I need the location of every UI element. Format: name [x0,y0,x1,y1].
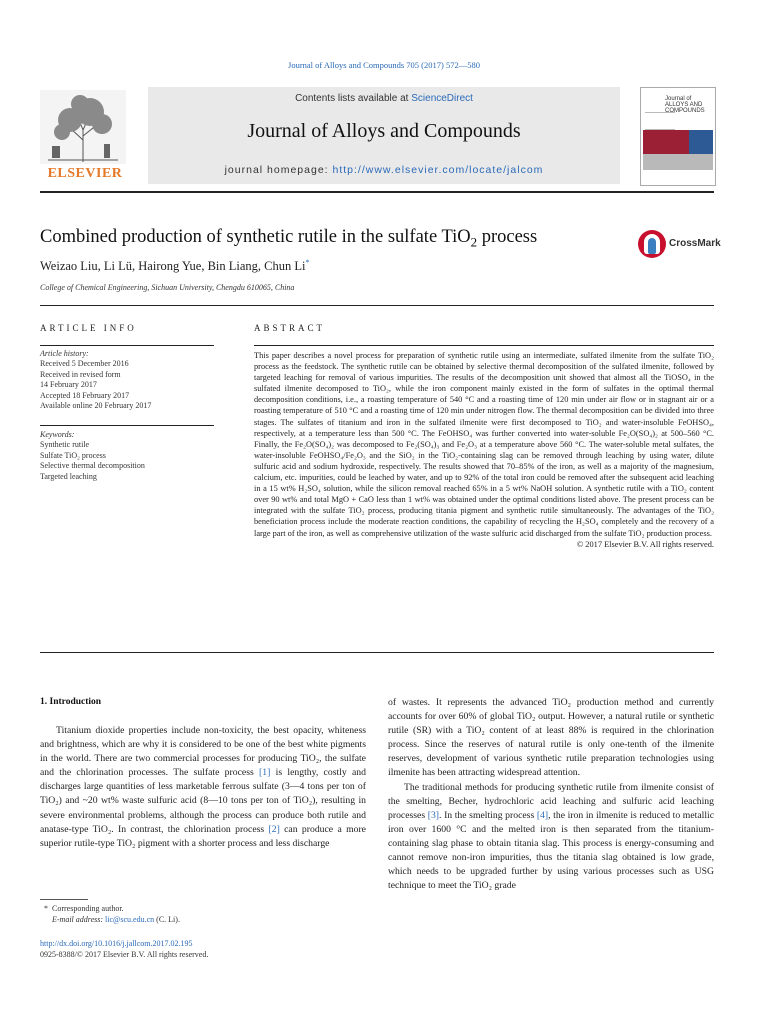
abstract-heading: ABSTRACT [254,323,326,333]
crossmark-icon [638,230,666,258]
keyword-item[interactable]: Targeted leaching [40,471,97,481]
intro-left-column [40,724,366,851]
history-item: Accepted 18 February 2017 [40,390,130,400]
keyword-item[interactable]: Synthetic rutile [40,440,90,450]
abstract-copyright: © 2017 Elsevier B.V. All rights reserved. [576,539,714,549]
paper-title: Combined production of synthetic rutile in the sulfate TiO$_2$ process [40,227,538,250]
keywords-label: Keywords: [40,430,75,439]
author-list: Weizao Liu, Li Lü, Hairong Yue, Bin Liang, Chun Li* [40,257,310,273]
keywords [40,430,214,482]
contents-available: Contents lists available at ScienceDirect [295,93,473,104]
article-footer [40,938,208,960]
title-rule [40,305,714,306]
abstract-text: This paper describes a novel process for preparation of synthetic rutile using an intermediate, sulfated ilmenite from the sulfate TiO₂ process as the feedstock. The synthetic rutile can be obtained by selective thermal decomposition of the sulfated ilmenite, followed by targeted leaching for removal of various impurities. The results of the decomposition unit showed that almost all the TiOSO₄ in the sulfated ilmenite decomposed to TiO₂, while the iron component mainly existed in the form of sulfates in the optimal thermal decomposition conditions, i.e., a roasting temperature of 540 °C and a roasting time of 120 min under air flow or in stagnant air or a roasting temperature of 510 °C and a roasting time of 120 min under nitrogen flow. The thermal decomposition can be divided into three stages. The sulfates of titanium and iron in the sulfated ilmenite were first decomposed to TiO₂ and water-insoluble FeOHSO₄, respectively, at a temperature less than 500 °C. The FeOHSO₄ was further converted into water-soluble Fe₂O(SO₄)₂ at 500–560 °C. Finally, the Fe₂O(SO₄)₂ was decomposed to Fe₂(SO₄)₃ and Fe₂O₃ at a temperature above 560 °C. The water-soluble metal sulfates, the water-insoluble FeOHSO₄/Fe₂O₃ and the SiO₂ in the TiO₂-containing slag can be removed through leaching by using water, dilute sulfuric acid and sodium hydroxide, respectively. The results showed that 70–85% of the iron, as well as a majority of the magnesium, calcium, etc. impurities, could be leached by water, and up to 92% of the total iron could be removed after the subsequent acid leaching in a 15 wt% H₂SO₄ solution, while the silicon removal reached 65% in a 5 wt% NaOH solution. A synthetic rutile with a TiO₂ content over 90 wt% and total MgO + CaO less than 1 wt% was obtained under the optimal conditions listed above. The present process can be integrated with the sulfate TiO₂ process, producing titania pigment and synthetic rutile simultaneously. The advantages of the TiO₂ beneficiation process include the moderate reaction conditions, the capability of recycling the H₂SO₄ completely and the recovery of a large part of the iron, as well as comprehensive utilization of the waste sulfuric acid discharged from the sulfate TiO₂ production process. [254,351,714,538]
footnote-corresponding: * Corresponding author. [44,904,124,913]
footnote-email: E-mail address: lic@scu.edu.cn (C. Li). [52,915,180,924]
citation-link[interactable]: [1] [259,767,271,779]
citation-link[interactable]: [2] [268,823,280,835]
issn-copyright: 0925-8388/© 2017 Elsevier B.V. All rights reserved. [40,950,209,959]
keyword-item[interactable]: Sulfate TiO₂ process [40,450,106,460]
article-info-rule-top [40,345,214,346]
history-item: 14 February 2017 [40,380,97,390]
history-label: Article history: [40,349,89,358]
history-item: Received 5 December 2016 [40,359,129,369]
abstract-rule [254,345,714,346]
keyword-item[interactable]: Selective thermal decomposition [40,461,145,471]
section-heading-introduction: 1. Introduction [40,697,102,707]
email-link[interactable]: lic@scu.edu.cn [105,915,155,924]
header-rule [40,191,714,193]
history-item: Received in revised form [40,369,121,379]
doi-link[interactable]: http://dx.doi.org/10.1016/j.jallcom.2017.02.195 [40,939,193,948]
corresponding-author-mark[interactable]: * [305,257,310,267]
intro-paragraph: of wastes. It represents the advanced TiO₂ production method and currently accounts for over 60% of global TiO₂ output. However, a natural rutile or synthetic rutile (SR) with a TiO₂ content of at least 88% is required in the chlorination process. Since the reserves of natural rutile is only one-tenth of the ilmenite reserves, development of various synthetic rutile preparation technologies using ilmenite has been attracting widespread attention. [388,697,714,779]
article-info-heading: ARTICLE INFO [40,323,137,333]
homepage-link[interactable]: http://www.elsevier.com/locate/jalcom [332,164,544,176]
cover-blue-block [689,130,713,154]
footnote [40,903,370,925]
affiliation: College of Chemical Engineering, Sichuan University, Chengdu 610065, China [40,283,295,292]
article-history [40,349,214,411]
crossmark-label: CrossMark [669,238,721,249]
journal-cover-thumbnail[interactable] [640,87,716,186]
journal-homepage: journal homepage: http://www.elsevier.com/locate/jalcom [224,164,544,176]
abstract-body [254,350,714,550]
cover-title: Journal of ALLOYS AND COMPOUNDS [665,96,705,114]
intro-paragraph: Titanium dioxide properties include non-toxicity, the best opacity, whiteness and brightness, which are why it is considered to be one of the best white pigments in the world. There are two commercial processes for producing TiO₂, the sulfate and the chlorination processes. The sulfate process [1] is lengthy, costly and discharges large quantities of less marketable ferrous sulfate (3—4 tons per ton of TiO₂) and ~20 wt% waste sulfuric acid (8—10 tons per ton of TiO₂), resulting in severe environmental problems, although the process can produce both rutile and anatase-type TiO₂. In contrast, the chlorination process [2] can produce a more superior rutile-type TiO₂ pigment with a shorter process and less discharge [40,725,366,849]
crossmark-badge[interactable] [638,230,721,258]
sciencedirect-link[interactable]: ScienceDirect [411,93,473,104]
footnote-rule [40,899,88,900]
intro-right-column [388,696,714,893]
cover-red-block [643,130,689,154]
elsevier-wordmark[interactable]: ELSEVIER [47,166,123,181]
intro-paragraph: The traditional methods for producing synthetic rutile from ilmenite consist of the smelting, Becher, hydrochloric acid leaching and sulfuric acid leaching processes [3]. In the smelting process [4], the iron in ilmenite is reduced to metallic iron over 1600 °C and the melted iron is then separated from the titanium-containing slag phase to obtain titania slag. This process is energy-consuming and cannot remove non-iron impurities, thus the titania slag obtained is low grade, which needs to be upgraded further by using various processes such as USG technique to meet the TiO₂ grade [388,781,714,892]
cover-gray-block [643,154,713,170]
history-item: Available online 20 February 2017 [40,401,152,411]
journal-title: Journal of Alloys and Compounds [247,120,521,142]
article-info-rule-mid [40,425,214,426]
journal-citation[interactable]: Journal of Alloys and Compounds 705 (2017) 572—580 [288,60,480,70]
citation-link[interactable]: [3] [427,809,440,821]
cover-lines [645,112,675,130]
citation-link[interactable]: [4] [536,809,549,821]
abstract-bottom-rule [40,652,714,653]
